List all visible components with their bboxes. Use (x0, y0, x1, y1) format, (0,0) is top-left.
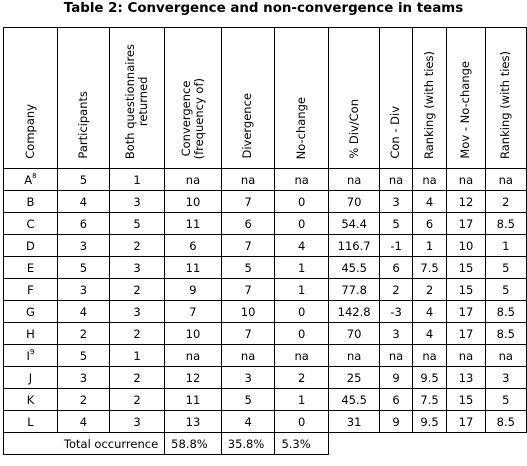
table-cell: 4 (412, 323, 447, 345)
table-cell: 70 (328, 323, 379, 345)
table-cell: 15 (447, 257, 485, 279)
table-cell: 3 (109, 301, 164, 323)
company-name: G (26, 304, 35, 319)
table-cell: 2 (109, 389, 164, 411)
table-cell: 10 (165, 191, 222, 213)
column-header (485, 28, 526, 169)
table-cell: 3 (57, 279, 109, 301)
table-cell: 45.5 (328, 389, 379, 411)
table-cell: 2 (109, 367, 164, 389)
company-name: D (26, 238, 35, 253)
table-cell: 2 (109, 323, 164, 345)
table-cell: na (485, 345, 526, 367)
company-name: H (26, 326, 35, 341)
footnote-marker: 9 (29, 347, 35, 356)
column-header-line: Participants (75, 91, 90, 159)
table-row (4, 367, 527, 389)
table-cell: 3 (57, 367, 109, 389)
table-cell: 8.5 (485, 213, 526, 235)
table-cell: na (447, 345, 485, 367)
table-cell: 5 (485, 279, 526, 301)
column-header-label (241, 93, 254, 159)
company-cell (4, 367, 58, 389)
table-cell: 4 (221, 411, 275, 433)
company-cell (4, 191, 58, 213)
table-cell: 6 (165, 235, 222, 257)
column-header-line: Mov - No-change (458, 61, 473, 159)
company-cell (4, 257, 58, 279)
table-row (4, 213, 527, 235)
column-header-label (423, 51, 436, 159)
table-cell: 2 (275, 367, 328, 389)
table-cell: 9 (380, 367, 412, 389)
table-cell: -1 (380, 235, 412, 257)
column-header-line: Company (22, 104, 37, 159)
table-cell: 0 (275, 191, 328, 213)
table-cell: 54.4 (328, 213, 379, 235)
table-cell: 17 (447, 301, 485, 323)
table-cell: 2 (380, 279, 412, 301)
table-cell: 5 (57, 257, 109, 279)
table-cell: na (447, 169, 485, 191)
table-cell: na (165, 169, 222, 191)
table-cell: 3 (380, 323, 412, 345)
table-cell: 13 (165, 411, 222, 433)
column-header-label (348, 99, 361, 159)
column-header-line: Convergence (178, 80, 193, 157)
table-body (4, 169, 527, 455)
table-cell: 3 (57, 235, 109, 257)
table-cell: 9 (380, 411, 412, 433)
table-cell: 3 (109, 191, 164, 213)
column-header-label (180, 78, 206, 159)
table-cell: 7 (221, 191, 275, 213)
total-value: 58.8% (165, 433, 222, 455)
column-header (412, 28, 447, 169)
table-cell: 4 (275, 235, 328, 257)
column-header-label (77, 91, 90, 159)
table-cell: 2 (57, 323, 109, 345)
table-cell: na (165, 345, 222, 367)
company-cell (4, 345, 58, 367)
company-name: A (24, 172, 33, 187)
table-cell: 1 (109, 345, 164, 367)
table-cell: 3 (221, 367, 275, 389)
footnote-marker: 8 (32, 171, 37, 180)
column-header-line: Both questionnaires (122, 43, 137, 159)
table-cell: 15 (447, 279, 485, 301)
table-cell: 17 (447, 323, 485, 345)
column-header-line: (frequency of) (191, 77, 206, 159)
column-header (221, 28, 275, 169)
table-cell: 8.5 (485, 323, 526, 345)
table-cell: 4 (57, 411, 109, 433)
table-row (4, 191, 527, 213)
table-cell: 8.5 (485, 301, 526, 323)
table-cell: na (485, 169, 526, 191)
table-cell: na (412, 345, 447, 367)
table-cell: 1 (109, 169, 164, 191)
table-cell: 6 (57, 213, 109, 235)
table-cell: 2 (485, 191, 526, 213)
company-cell (4, 279, 58, 301)
table-cell: 7.5 (412, 389, 447, 411)
table-cell: na (328, 345, 379, 367)
convergence-table (3, 27, 527, 455)
table-cell: 9.5 (412, 411, 447, 433)
table-cell: 15 (447, 389, 485, 411)
column-header (4, 28, 58, 169)
company-cell (4, 411, 58, 433)
table-cell: 11 (165, 389, 222, 411)
table-cell: 4 (57, 191, 109, 213)
company-name: L (27, 414, 34, 429)
column-header (380, 28, 412, 169)
table-cell: 10 (165, 323, 222, 345)
table-cell: na (380, 169, 412, 191)
table-cell: 2 (412, 279, 447, 301)
column-header (57, 28, 109, 169)
column-header-line: Con - Div (388, 106, 403, 159)
table-row (4, 169, 527, 191)
company-name: J (28, 370, 33, 385)
table-cell: 5 (485, 257, 526, 279)
table-cell: 12 (165, 367, 222, 389)
company-cell (4, 235, 58, 257)
table-cell: 10 (447, 235, 485, 257)
table-cell: 11 (165, 213, 222, 235)
table-cell: 10 (221, 301, 275, 323)
table-cell: 45.5 (328, 257, 379, 279)
table-cell: 1 (412, 235, 447, 257)
company-cell (4, 389, 58, 411)
company-cell (4, 213, 58, 235)
company-name: K (26, 392, 35, 407)
table-cell: 7 (221, 279, 275, 301)
table-cell: 9.5 (412, 367, 447, 389)
table-row (4, 279, 527, 301)
table-cell: 5 (57, 169, 109, 191)
table-cell: 0 (275, 323, 328, 345)
table-cell: 5 (380, 213, 412, 235)
table-row (4, 411, 527, 433)
table-cell: 4 (412, 191, 447, 213)
column-header-label (295, 97, 308, 159)
header-row (4, 28, 527, 169)
table-row (4, 301, 527, 323)
column-header-line: % Div/Con (346, 99, 361, 159)
table-cell: 77.8 (328, 279, 379, 301)
total-label: Total occurrence (4, 433, 165, 455)
company-name: B (26, 194, 35, 209)
column-header-label (124, 44, 150, 159)
table-cell: na (380, 345, 412, 367)
table-cell: na (328, 169, 379, 191)
company-name: F (27, 282, 34, 297)
table-cell: 6 (221, 213, 275, 235)
table-cell: na (412, 169, 447, 191)
table-row (4, 257, 527, 279)
table-cell: 4 (412, 301, 447, 323)
table-cell: 2 (109, 279, 164, 301)
total-value: 35.8% (221, 433, 275, 455)
table-cell: 3 (109, 257, 164, 279)
table-cell: 13 (447, 367, 485, 389)
table-cell: 5 (221, 257, 275, 279)
table-cell: na (221, 345, 275, 367)
table-cell: 5 (485, 389, 526, 411)
column-header-label (24, 104, 37, 159)
table-cell: 0 (275, 411, 328, 433)
table-row (4, 235, 527, 257)
table-cell: 7 (221, 235, 275, 257)
table-cell: 11 (165, 257, 222, 279)
column-header-line: No-change (294, 96, 309, 159)
table-cell: 9 (165, 279, 222, 301)
column-header (275, 28, 328, 169)
table-row (4, 389, 527, 411)
column-header-line: Divergence (240, 93, 255, 159)
table-cell: 5 (57, 345, 109, 367)
table-cell: 70 (328, 191, 379, 213)
column-header-label (499, 51, 512, 159)
table-cell: 17 (447, 411, 485, 433)
table-cell: 7 (221, 323, 275, 345)
column-header (447, 28, 485, 169)
table-cell: 5 (221, 389, 275, 411)
table-cell: 4 (57, 301, 109, 323)
table-row (4, 345, 527, 367)
table-cell: 3 (485, 367, 526, 389)
company-name: E (26, 260, 35, 275)
table-cell: 1 (275, 279, 328, 301)
table-cell: 25 (328, 367, 379, 389)
column-header-line: returned (136, 76, 151, 127)
table-cell: 6 (380, 257, 412, 279)
company-name: I (26, 348, 30, 363)
table-cell: 7 (165, 301, 222, 323)
table-cell: 142.8 (328, 301, 379, 323)
table-cell: 1 (275, 257, 328, 279)
total-value: 5.3% (275, 433, 328, 455)
table-cell: 2 (57, 389, 109, 411)
total-row (4, 433, 527, 455)
table-cell: na (275, 169, 328, 191)
table-cell: 31 (328, 411, 379, 433)
table-cell: 2 (109, 235, 164, 257)
table-cell: na (221, 169, 275, 191)
column-header (328, 28, 379, 169)
table-row (4, 323, 527, 345)
column-header (109, 28, 164, 169)
table-cell: na (275, 345, 328, 367)
table-cell: 8.5 (485, 411, 526, 433)
company-cell (4, 301, 58, 323)
column-header-label (389, 106, 402, 159)
company-cell (4, 169, 58, 191)
table-cell: 0 (275, 213, 328, 235)
table-cell: 6 (412, 213, 447, 235)
column-header-line: Ranking (with ties) (421, 51, 436, 159)
table-cell: 1 (485, 235, 526, 257)
table-cell: 0 (275, 301, 328, 323)
table-cell: 3 (109, 411, 164, 433)
table-cell: 116.7 (328, 235, 379, 257)
table-cell: 3 (380, 191, 412, 213)
table-cell: 12 (447, 191, 485, 213)
table-cell: 17 (447, 213, 485, 235)
table-title: Table 2: Convergence and non-convergence in teams (63, 1, 464, 16)
company-name: C (26, 216, 35, 231)
table-cell: -3 (380, 301, 412, 323)
table-cell: 5 (109, 213, 164, 235)
column-header-line: Ranking (with ties) (498, 51, 513, 159)
column-header-label (459, 61, 472, 159)
table-cell: 7.5 (412, 257, 447, 279)
table-cell: 1 (275, 389, 328, 411)
table-cell: 6 (380, 389, 412, 411)
company-cell (4, 323, 58, 345)
column-header (165, 28, 222, 169)
total-row-blank (328, 433, 526, 455)
